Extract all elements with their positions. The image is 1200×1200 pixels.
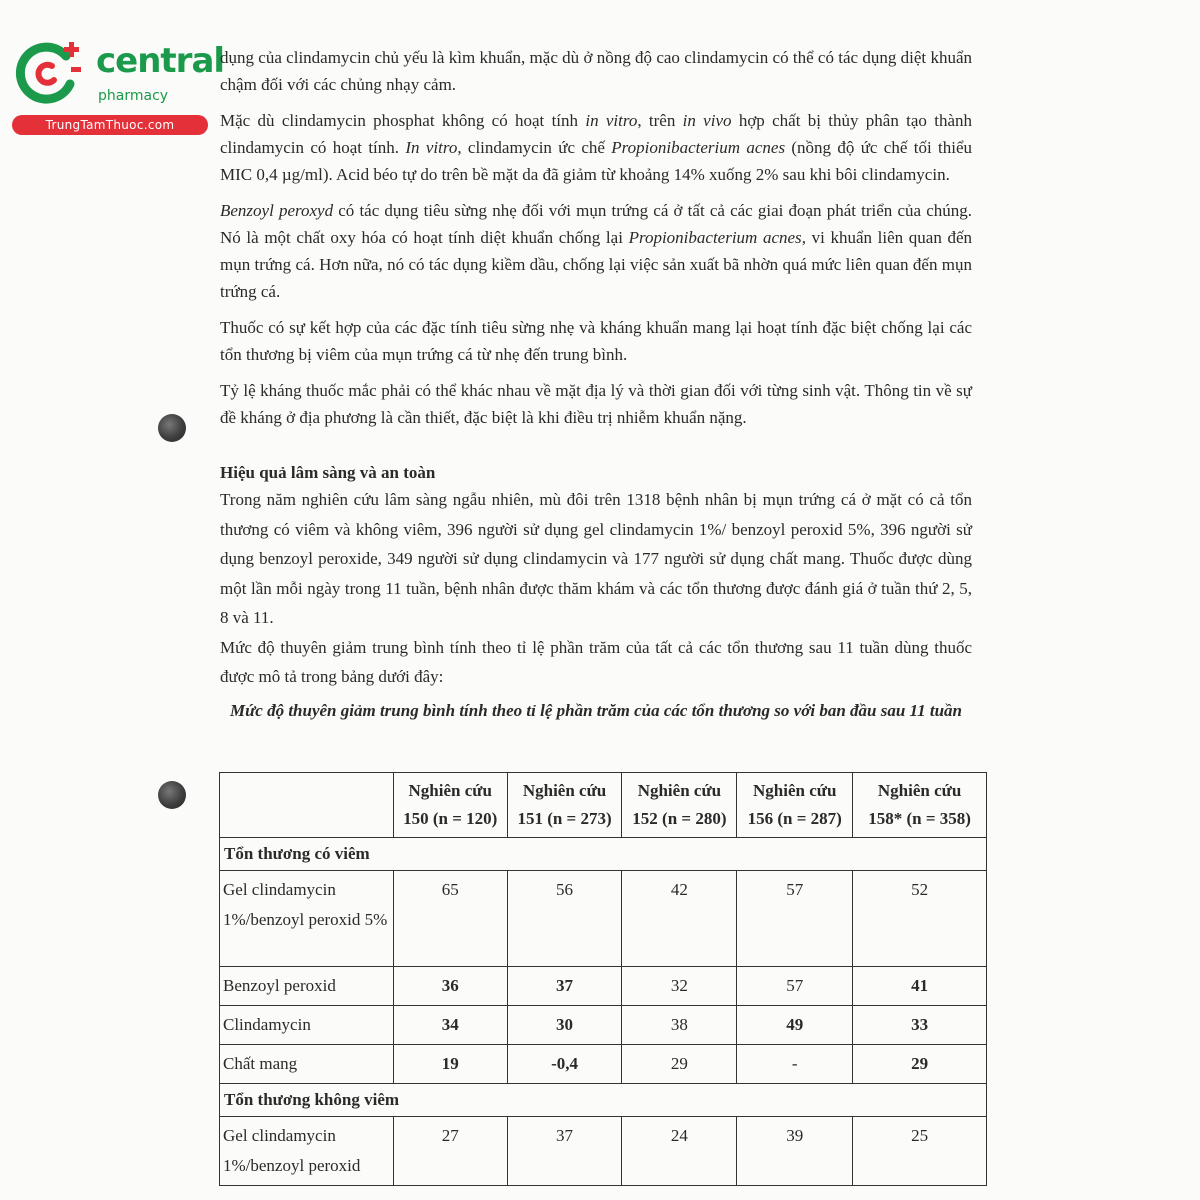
table-header-empty [220, 773, 394, 838]
cell-value: -0,4 [507, 1045, 622, 1084]
row-label: Benzoyl peroxid [220, 967, 394, 1006]
table-row [220, 1006, 987, 1045]
cell-value: 65 [393, 871, 507, 967]
cell-value: 56 [507, 871, 622, 967]
paragraph-table-intro: Mức độ thuyên giảm trung bình tính theo tỉ lệ phần trăm của tất cả các tổn thương sau 11 tuần dùng thuốc được mô tả trong bảng dưới đây: [220, 637, 972, 686]
cell-value: 24 [622, 1117, 737, 1186]
cell-value: 36 [393, 967, 507, 1006]
cell-value: 42 [622, 871, 737, 967]
table-header-study-152: Nghiên cứu 152 (n = 280) [622, 773, 737, 838]
cell-value: 29 [853, 1045, 987, 1084]
cell-value: - [737, 1045, 853, 1084]
punch-hole-icon [158, 414, 186, 442]
table-header-study-158: Nghiên cứu 158* (n = 358) [853, 773, 987, 838]
central-logo-icon [14, 40, 86, 106]
pharmacy-logo[interactable] [10, 38, 225, 138]
row-label: Gel clindamycin 1%/benzoyl peroxid 5% [220, 871, 394, 967]
results-table [219, 772, 987, 1186]
table-header-study-151: Nghiên cứu 151 (n = 273) [507, 773, 622, 838]
table-header-study-156: Nghiên cứu 156 (n = 287) [737, 773, 853, 838]
paragraph-clinical-trials: Trong năm nghiên cứu lâm sàng ngẫu nhiên, mù đôi trên 1318 bệnh nhân bị mụn trứng cá ở mặt có cả tổn thương có viêm và không viêm, 396 người sử dụng gel clindamycin 1%/ benzoyl peroxid 5%, 396 người sử dụng benzoyl peroxide, 349 người sử dụng clindamycin và 177 người sử dụng chất mang. Thuốc được dùng một lần mỗi ngày trong 11 tuần, bệnh nhân được thăm khám và các tổn thương được đánh giá ở tuần thứ 2, 5, 8 và 11. [220, 490, 972, 627]
table-row [220, 1117, 987, 1186]
document-body [220, 44, 972, 726]
row-label: Gel clindamycin 1%/benzoyl peroxid [220, 1117, 394, 1186]
table-row [220, 1045, 987, 1084]
cell-value: 33 [853, 1006, 987, 1045]
table-header-study-150: Nghiên cứu 150 (n = 120) [393, 773, 507, 838]
cell-value: 38 [622, 1006, 737, 1045]
paragraph-mechanism: dụng của clindamycin chủ yếu là kìm khuẩn, mặc dù ở nồng độ cao clindamycin có thể có tác dụng diệt khuẩn chậm đối với các chủng nhạy cảm. [220, 48, 972, 94]
group-inflammatory: Tổn thương có viêm [220, 838, 987, 871]
table-caption: Mức độ thuyên giảm trung bình tính theo tỉ lệ phần trăm của các tổn thương so với ban đầu sau 11 tuần [229, 700, 962, 720]
cell-value: 30 [507, 1006, 622, 1045]
cell-value: 32 [622, 967, 737, 1006]
paragraph-combination: Thuốc có sự kết hợp của các đặc tính tiêu sừng nhẹ và kháng khuẩn mang lại hoạt tính đặc biệt chống lại các tổn thương bị viêm của mụn trứng cá từ nhẹ đến trung bình. [220, 318, 972, 364]
logo-website-badge[interactable]: TrungTamThuoc.com [12, 115, 208, 135]
cell-value: 41 [853, 967, 987, 1006]
cell-value: 37 [507, 1117, 622, 1186]
row-label: Clindamycin [220, 1006, 394, 1045]
cell-value: 52 [853, 871, 987, 967]
group-non-inflammatory: Tổn thương không viêm [220, 1084, 987, 1117]
table-row [220, 871, 987, 967]
table-group-row [220, 1084, 987, 1117]
cell-value: 25 [853, 1117, 987, 1186]
paragraph-clindamycin: Mặc dù clindamycin phosphat không có hoạt tính in vitro, trên in vivo hợp chất bị thủy phân tạo thành clindamycin có hoạt tính. In vitro, clindamycin ức chế Propionibacterium acnes (nồng độ ức chế tối thiểu MIC 0,4 µg/ml). Acid béo tự do trên bề mặt da đã giảm từ khoảng 14% xuống 2% sau khi bôi clindamycin. [220, 111, 972, 184]
cell-value: 39 [737, 1117, 853, 1186]
punch-hole-icon [158, 781, 186, 809]
cell-value: 37 [507, 967, 622, 1006]
logo-name: central [96, 41, 225, 81]
table-row [220, 967, 987, 1006]
logo-subtitle: pharmacy [98, 88, 169, 104]
table-group-row [220, 838, 987, 871]
table-header-row [220, 773, 987, 838]
cell-value: 57 [737, 871, 853, 967]
cell-value: 34 [393, 1006, 507, 1045]
cell-value: 27 [393, 1117, 507, 1186]
paragraph-resistance: Tỷ lệ kháng thuốc mắc phải có thể khác nhau về mặt địa lý và thời gian đối với từng sinh vật. Thông tin về sự đề kháng ở địa phương là cần thiết, đặc biệt là khi điều trị nhiễm khuẩn nặng. [220, 381, 972, 427]
cell-value: 29 [622, 1045, 737, 1084]
row-label: Chất mang [220, 1045, 394, 1084]
paragraph-benzoyl: Benzoyl peroxyd có tác dụng tiêu sừng nhẹ đối với mụn trứng cá ở tất cả các giai đoạn phát triển của chúng. Nó là một chất oxy hóa có hoạt tính diệt khuẩn chống lại Propionibacterium acnes, vi khuẩn liên quan đến mụn trứng cá. Hơn nữa, nó có tác dụng kiềm dầu, chống lại việc sản xuất bã nhờn quá mức liên quan đến mụn trứng cá. [220, 201, 973, 301]
cell-value: 19 [393, 1045, 507, 1084]
section-title: Hiệu quả lâm sàng và an toàn [220, 463, 436, 482]
cell-value: 57 [737, 967, 853, 1006]
cell-value: 49 [737, 1006, 853, 1045]
